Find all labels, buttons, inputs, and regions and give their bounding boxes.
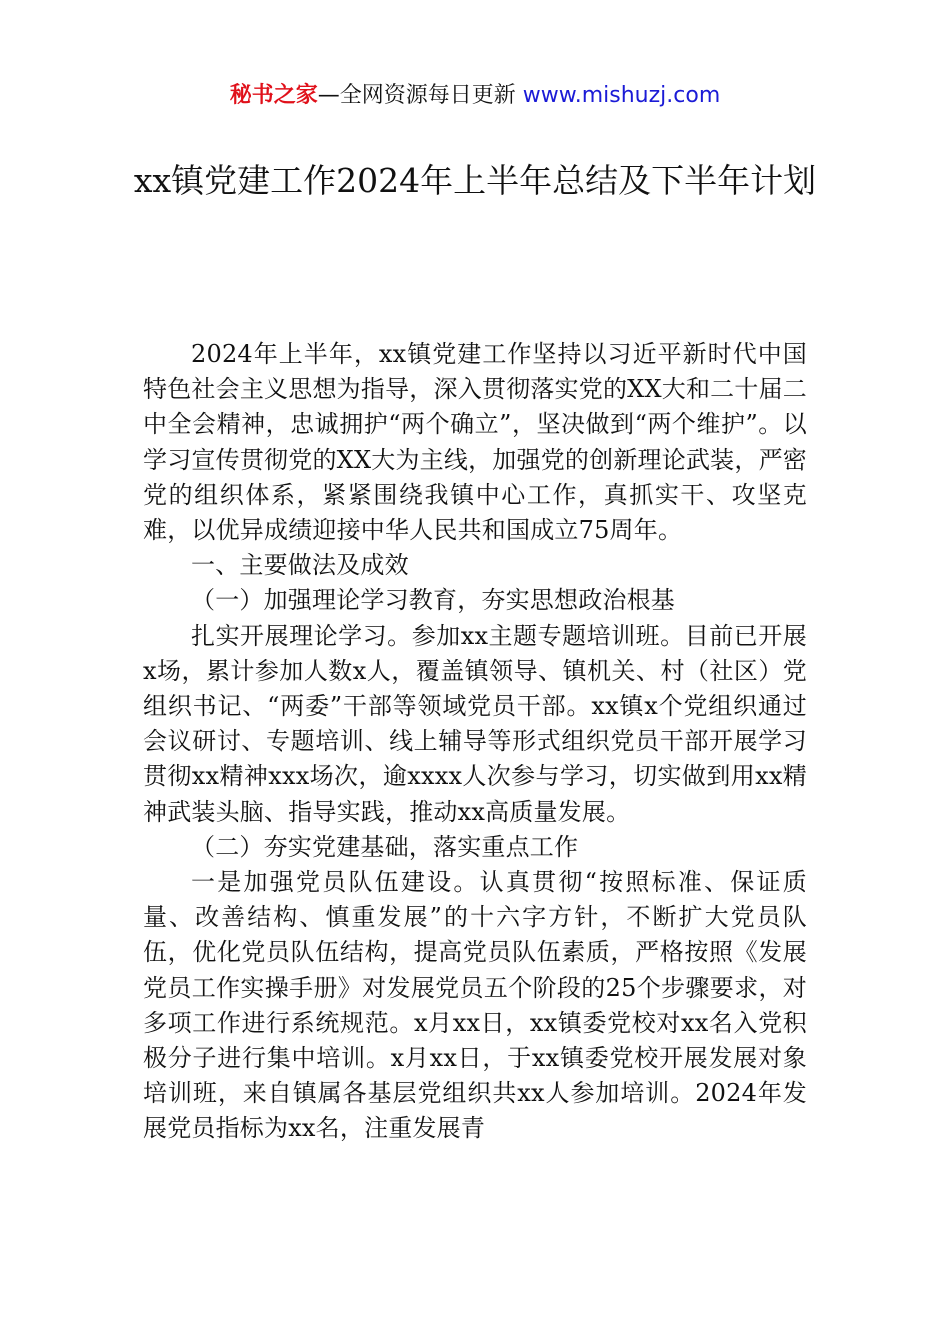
subsection-heading: （一）加强理论学习教育，夯实思想政治根基 (191, 586, 675, 615)
body-paragraph: 一是加强党员队伍建设。认真贯彻“按照标准、保证质量、改善结构、慎重发展”的十六字方针，不断扩大党员队伍，优化党员队伍结构，提高党员队伍素质，严格按照《发展党员工作实操手册》对发展党员五个阶段的25个步骤要求，对多项工作进行系统规范。x月xx日，xx镇委党校对xx名入党积极分子进行集中培训。x月xx日，于xx镇委党校开展发展对象培训班，来自镇属各基层党组织共xx人参加培训。2024年发展党员指标为xx名，注重发展青 (143, 868, 807, 1143)
document-body (143, 337, 807, 1147)
site-brand: 秘书之家 (229, 83, 318, 108)
site-url-link[interactable]: www.mishuzj.com (522, 83, 721, 108)
section-heading: 一、主要做法及成效 (191, 551, 409, 580)
body-paragraph: 扎实开展理论学习。参加xx主题专题培训班。目前已开展x场，累计参加人数x人，覆盖镇领导、镇机关、村（社区）党组织书记、“两委”干部等领域党员干部。xx镇x个党组织通过会议研讨、专题培训、线上辅导等形式组织党员干部开展学习贯彻xx精神xxx场次，逾xxxx人次参与学习，切实做到用xx精神武装头脑、指导实践，推动xx高质量发展。 (143, 621, 807, 826)
intro-paragraph: 2024年上半年，xx镇党建工作坚持以习近平新时代中国特色社会主义思想为指导，深入贯彻落实党的XX大和二十届二中全会精神，忠诚拥护“两个确立”，坚决做到“两个维护”。以学习宣传贯彻党的XX大为主线，加强党的创新理论武装，严密党的组织体系，紧紧围绕我镇中心工作，真抓实干、攻坚克难，以优异成绩迎接中华人民共和国成立75周年。 (143, 340, 807, 545)
subsection-heading: （二）夯实党建基础，落实重点工作 (191, 832, 579, 861)
site-header (0, 80, 950, 112)
site-slogan: —全网资源每日更新 (317, 83, 516, 108)
document-title: xx镇党建工作2024年上半年总结及下半年计划 (133, 161, 817, 200)
